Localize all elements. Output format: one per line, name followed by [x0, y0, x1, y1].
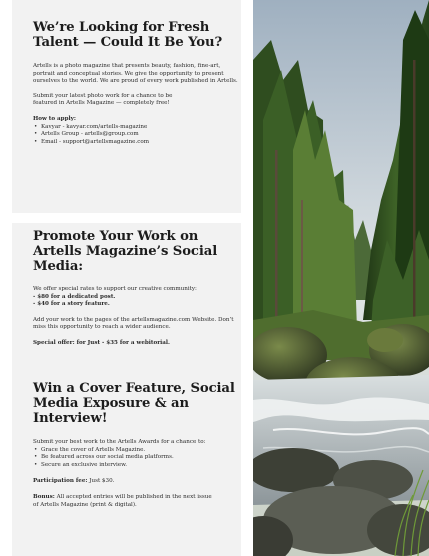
- heading-social-media: Promote Your Work on Artells Magazine’s Social Media:: [33, 229, 218, 274]
- section-social-media: [33, 229, 238, 348]
- apply-list: [33, 124, 238, 147]
- section-fresh-talent: [33, 20, 238, 146]
- awards-item-cover: • Grace the cover of Artells Magazine.: [33, 447, 238, 455]
- rate-post: - $80 for a dedicated post.: [33, 293, 116, 300]
- rate-story: - $40 for a story feature.: [33, 301, 110, 308]
- submit-paragraph: Submit your latest photo work for a chance to be featured in Artells Magazine — completely free!: [33, 92, 173, 107]
- bonus-text: All accepted entries will be published in the next issue of Artells Magazine (print & digital).: [33, 493, 212, 508]
- participation-fee: [33, 478, 238, 486]
- apply-item-group[interactable]: • Artells Group - artells@group.com: [33, 131, 238, 139]
- special-offer: Special offer: for Just - $35 for a webitorial.: [33, 339, 170, 346]
- rates-intro: We offer special rates to support our creative community:: [33, 286, 197, 292]
- awards-intro: Submit your best work to the Artells Awards for a chance to:: [33, 439, 206, 445]
- how-to-apply-label: How to apply:: [33, 115, 76, 122]
- awards-list: [33, 447, 238, 470]
- forest-river-photo: [253, 0, 429, 556]
- apply-item-email[interactable]: • Email - support@artellsmagazine.com: [33, 139, 238, 147]
- bonus-paragraph: [33, 494, 218, 509]
- awards-item-social: • Be featured across our social media platforms.: [33, 454, 238, 462]
- section-cover-feature: [33, 381, 238, 509]
- fee-value: Just $30.: [89, 478, 115, 485]
- fee-label: Participation fee:: [33, 478, 88, 485]
- awards-item-interview: • Secure an exclusive interview.: [33, 462, 238, 470]
- heading-fresh-talent: We’re Looking for Fresh Talent — Could It Be You?: [33, 20, 223, 50]
- bonus-label: Bonus:: [33, 493, 55, 500]
- apply-item-kavyar[interactable]: • Kavyar - kavyar.com/artells-magazine: [33, 124, 238, 132]
- website-paragraph: Add your work to the pages of the artellsmagazine.com Website. Don’t miss this opportunity to reach a wider audience.: [33, 316, 234, 331]
- intro-paragraph: Artells is a photo magazine that presents beauty, fashion, fine-art, portrait and conceptual stories. We give the opportunity to present ourselves to the world. We are proud of every work published in Artells.: [33, 63, 238, 85]
- heading-cover-feature: Win a Cover Feature, Social Media Exposure & an Interview!: [33, 381, 235, 426]
